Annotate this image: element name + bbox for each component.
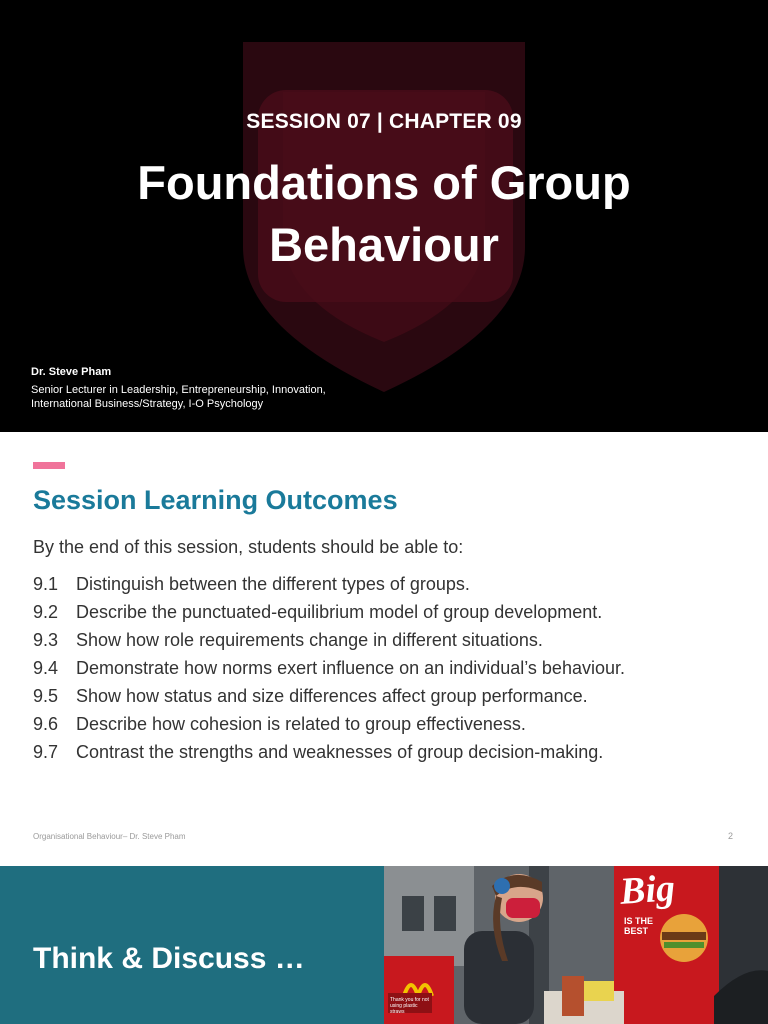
- outcome-item: [33, 740, 625, 768]
- author-role: Senior Lecturer in Leadership, Entrepreneurship, Innovation, International Business/Strategy, I-O Psychology: [31, 384, 326, 410]
- author-name: Dr. Steve Pham: [31, 366, 112, 378]
- think-discuss-slide: [0, 866, 768, 1024]
- headset-icon: [494, 878, 510, 894]
- learning-outcomes-slide: [0, 432, 768, 866]
- outcome-text: Distinguish between the different types of groups.: [76, 574, 470, 594]
- outcome-number: 9.4: [33, 658, 59, 678]
- outcome-text: Contrast the strengths and weaknesses of group decision-making.: [76, 742, 604, 762]
- outcome-number: 9.2: [33, 602, 59, 622]
- outcome-number: 9.7: [33, 742, 59, 762]
- slide-footer: Organisational Behaviour– Dr. Steve Pham: [33, 832, 186, 841]
- outcome-number: 9.6: [33, 714, 59, 734]
- outcomes-intro: By the end of this session, students should be able to:: [33, 537, 464, 557]
- accent-bar: [33, 462, 65, 469]
- outcomes-heading: Session Learning Outcomes: [33, 485, 398, 515]
- outcome-item: [33, 600, 625, 628]
- outcome-number: 9.1: [33, 574, 59, 594]
- outcome-text: Describe how cohesion is related to group effectiveness.: [76, 714, 526, 734]
- outcome-item: [33, 656, 625, 684]
- outcome-number: 9.3: [33, 630, 59, 650]
- session-label: SESSION 07 | CHAPTER 09: [246, 110, 522, 133]
- discuss-panel: [0, 866, 384, 1024]
- outcome-item: [33, 684, 625, 712]
- drive-thru-photo: [384, 866, 768, 1024]
- outcome-item: [33, 628, 625, 656]
- presentation-title: Foundations of Group Behaviour: [137, 156, 631, 271]
- title-slide: [0, 0, 768, 432]
- outcomes-list: [33, 572, 625, 768]
- outcome-number: 9.5: [33, 686, 59, 706]
- discuss-heading: Think & Discuss …: [33, 942, 305, 975]
- outcome-item: [33, 572, 625, 600]
- page-number: 2: [728, 831, 734, 841]
- outcome-text: Demonstrate how norms exert influence on an individual’s behaviour.: [76, 658, 625, 678]
- outcome-item: [33, 712, 625, 740]
- face-mask: [506, 898, 540, 918]
- outcome-text: Describe the punctuated-equilibrium model of group development.: [76, 602, 603, 622]
- banner-text: Big: [618, 867, 677, 913]
- banner-subtext: IS THE BEST: [624, 916, 654, 936]
- thank-you-sign: Thank you for not using plastic straws: [390, 997, 429, 1015]
- outcome-text: Show how role requirements change in different situations.: [76, 630, 543, 650]
- photo-illustration: [384, 866, 768, 1024]
- outcome-text: Show how status and size differences affect group performance.: [76, 686, 588, 706]
